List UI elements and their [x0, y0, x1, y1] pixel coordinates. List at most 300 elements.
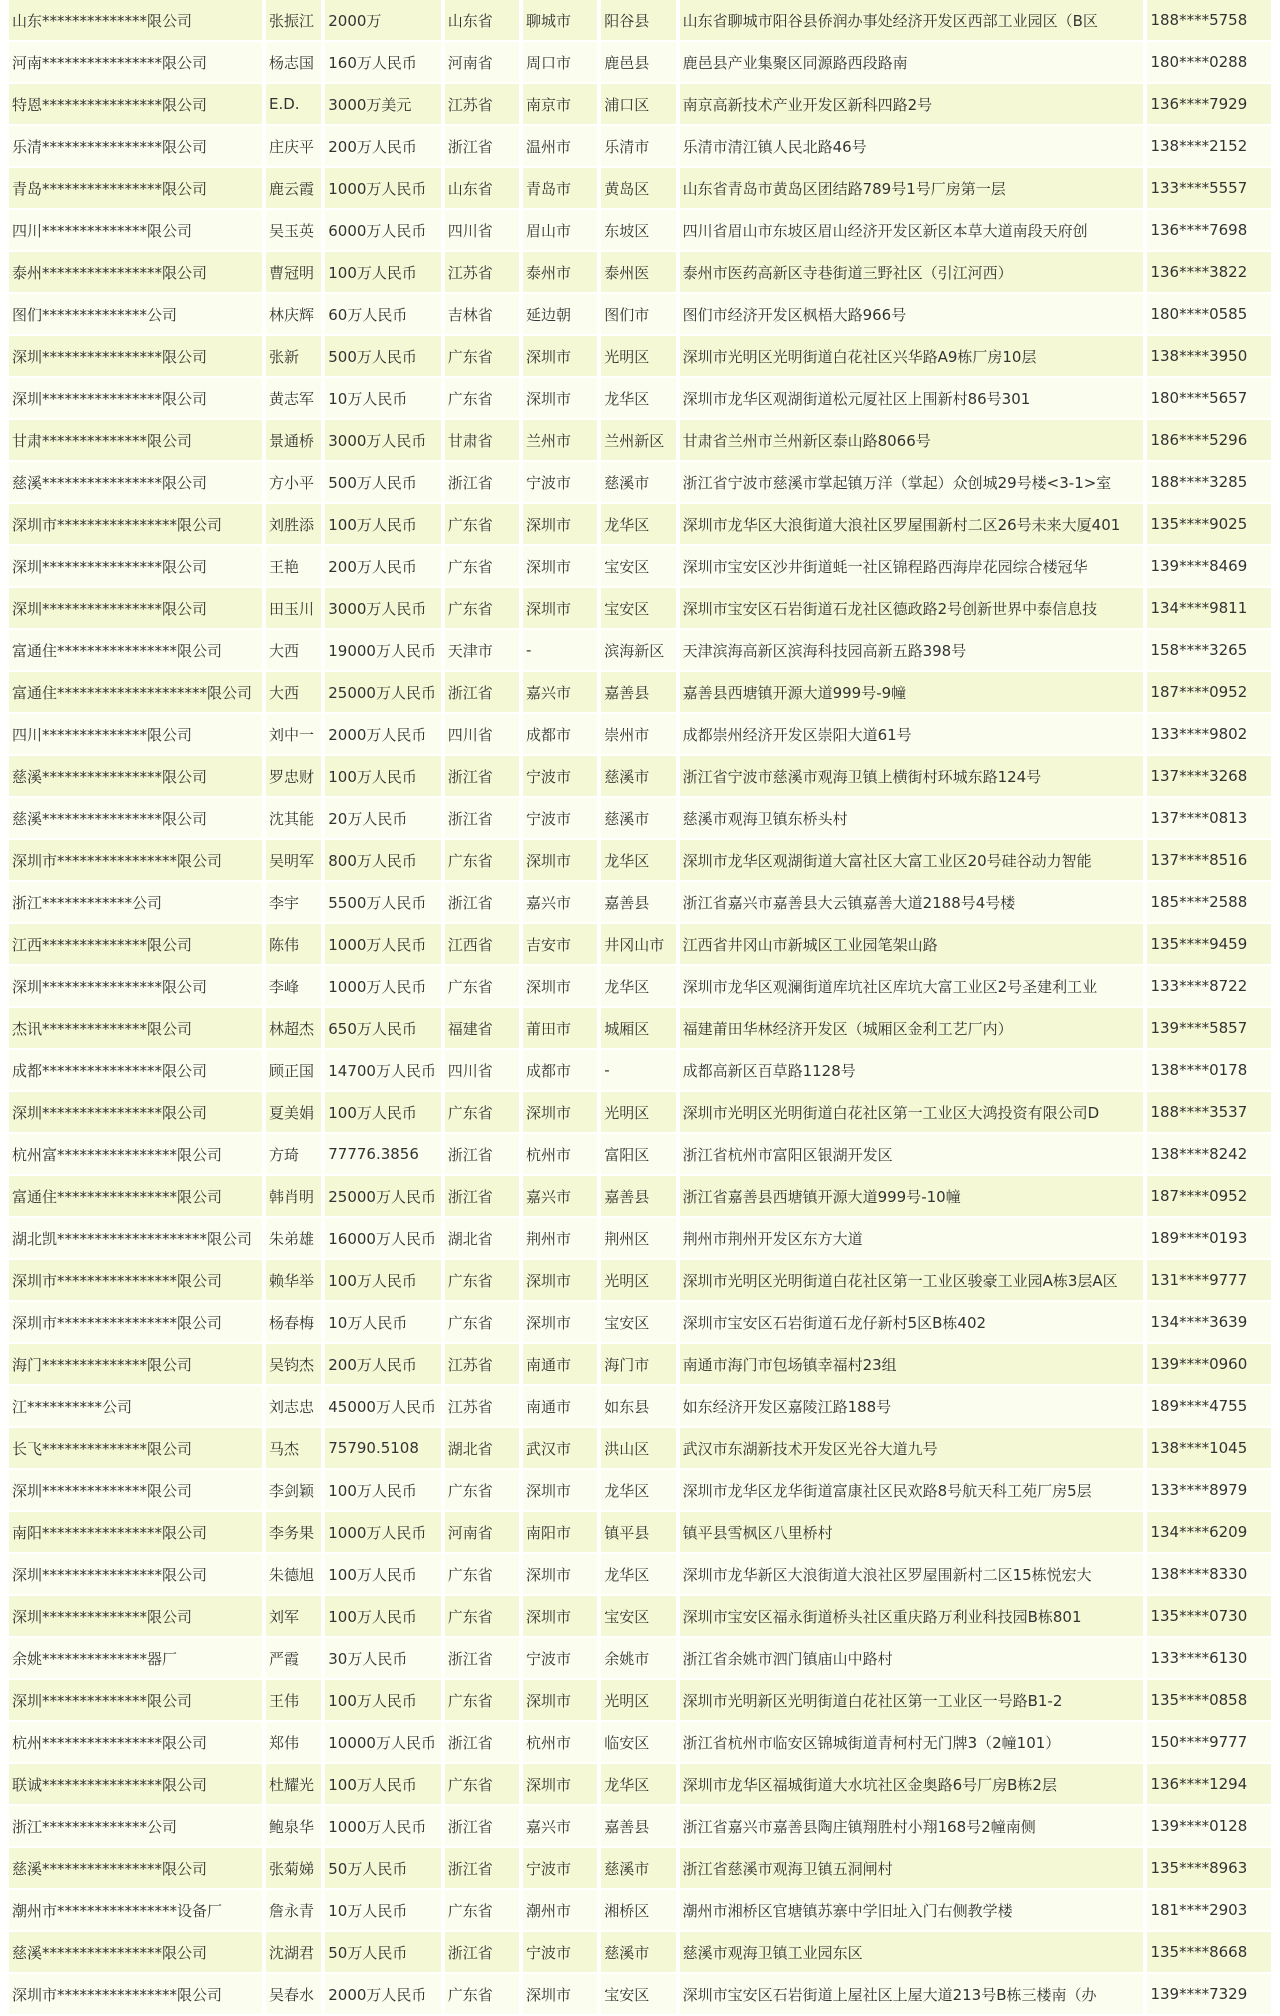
province-cell: 浙江省	[445, 756, 519, 798]
district-cell: 富阳区	[601, 1134, 675, 1176]
table-row	[9, 1176, 1271, 1218]
phone-cell: 188****3537	[1147, 1092, 1271, 1134]
company-cell: 河南****************限公司	[9, 42, 262, 84]
province-cell: 广东省	[445, 1764, 519, 1806]
city-cell: 深圳市	[523, 1470, 597, 1512]
city-cell: 聊城市	[523, 0, 597, 42]
company-cell: 深圳****************限公司	[9, 378, 262, 420]
address-cell: 浙江省余姚市泗门镇庙山中路村	[680, 1638, 1144, 1680]
table-row	[9, 378, 1271, 420]
company-cell: 深圳**************限公司	[9, 1470, 262, 1512]
table-row	[9, 1512, 1271, 1554]
district-cell: 龙华区	[601, 966, 675, 1008]
city-cell: 眉山市	[523, 210, 597, 252]
district-cell: 光明区	[601, 1680, 675, 1722]
person-cell: 朱弟雄	[266, 1218, 321, 1260]
capital-cell: 75790.5108	[325, 1428, 440, 1470]
city-cell: 周口市	[523, 42, 597, 84]
company-cell: 深圳****************限公司	[9, 588, 262, 630]
city-cell: 南通市	[523, 1386, 597, 1428]
address-cell: 浙江省宁波市慈溪市观海卫镇上横街村环城东路124号	[680, 756, 1144, 798]
table-row	[9, 1680, 1271, 1722]
phone-cell: 180****0288	[1147, 42, 1271, 84]
capital-cell: 6000万人民币	[325, 210, 440, 252]
person-cell: 沈湖君	[266, 1932, 321, 1974]
district-cell: 光明区	[601, 1260, 675, 1302]
company-cell: 慈溪****************限公司	[9, 1848, 262, 1890]
city-cell: -	[523, 630, 597, 672]
table-row	[9, 336, 1271, 378]
table-row	[9, 1092, 1271, 1134]
province-cell: 江苏省	[445, 1386, 519, 1428]
company-cell: 乐清****************限公司	[9, 126, 262, 168]
address-cell: 深圳市龙华新区大浪街道大浪社区罗屋围新村二区15栋悦宏大	[680, 1554, 1144, 1596]
table-row	[9, 966, 1271, 1008]
city-cell: 宁波市	[523, 1848, 597, 1890]
table-row	[9, 1344, 1271, 1386]
person-cell: 大西	[266, 630, 321, 672]
province-cell: 山东省	[445, 168, 519, 210]
phone-cell: 150****9777	[1147, 1722, 1271, 1764]
phone-cell: 137****8516	[1147, 840, 1271, 882]
phone-cell: 136****7929	[1147, 84, 1271, 126]
table-row	[9, 504, 1271, 546]
province-cell: 福建省	[445, 1008, 519, 1050]
company-cell: 四川**************限公司	[9, 210, 262, 252]
company-table-body	[9, 0, 1271, 2016]
address-cell: 深圳市宝安区福永街道桥头社区重庆路万利业科技园B栋801	[680, 1596, 1144, 1638]
city-cell: 南京市	[523, 84, 597, 126]
person-cell: 王伟	[266, 1680, 321, 1722]
company-cell: 泰州****************限公司	[9, 252, 262, 294]
company-cell: 深圳市****************限公司	[9, 504, 262, 546]
capital-cell: 19000万人民币	[325, 630, 440, 672]
province-cell: 广东省	[445, 546, 519, 588]
district-cell: 城厢区	[601, 1008, 675, 1050]
table-row	[9, 0, 1271, 42]
phone-cell: 188****3285	[1147, 462, 1271, 504]
district-cell: 兰州新区	[601, 420, 675, 462]
district-cell: 宝安区	[601, 588, 675, 630]
phone-cell: 134****6209	[1147, 1512, 1271, 1554]
table-row	[9, 630, 1271, 672]
province-cell: 浙江省	[445, 672, 519, 714]
city-cell: 荆州市	[523, 1218, 597, 1260]
company-cell: 深圳市****************限公司	[9, 1974, 262, 2016]
phone-cell: 131****9777	[1147, 1260, 1271, 1302]
district-cell: 宝安区	[601, 546, 675, 588]
table-row	[9, 462, 1271, 504]
province-cell: 广东省	[445, 588, 519, 630]
table-row	[9, 1890, 1271, 1932]
company-cell: 山东**************限公司	[9, 0, 262, 42]
city-cell: 深圳市	[523, 1764, 597, 1806]
district-cell: 海门市	[601, 1344, 675, 1386]
address-cell: 深圳市光明区光明街道白花社区兴华路A9栋厂房10层	[680, 336, 1144, 378]
district-cell: 宝安区	[601, 1974, 675, 2016]
district-cell: 慈溪市	[601, 756, 675, 798]
district-cell: 东坡区	[601, 210, 675, 252]
capital-cell: 100万人民币	[325, 1470, 440, 1512]
city-cell: 深圳市	[523, 546, 597, 588]
capital-cell: 100万人民币	[325, 1260, 440, 1302]
phone-cell: 135****0858	[1147, 1680, 1271, 1722]
province-cell: 浙江省	[445, 1932, 519, 1974]
province-cell: 广东省	[445, 378, 519, 420]
phone-cell: 139****0128	[1147, 1806, 1271, 1848]
province-cell: 浙江省	[445, 1176, 519, 1218]
province-cell: 广东省	[445, 1260, 519, 1302]
province-cell: 浙江省	[445, 1722, 519, 1764]
province-cell: 山东省	[445, 0, 519, 42]
company-cell: 南阳****************限公司	[9, 1512, 262, 1554]
table-row	[9, 1848, 1271, 1890]
person-cell: 鹿云霞	[266, 168, 321, 210]
capital-cell: 200万人民币	[325, 546, 440, 588]
person-cell: 吴明军	[266, 840, 321, 882]
capital-cell: 2000万人民币	[325, 714, 440, 756]
address-cell: 浙江省宁波市慈溪市掌起镇万洋（掌起）众创城29号楼<3-1>室	[680, 462, 1144, 504]
city-cell: 杭州市	[523, 1134, 597, 1176]
table-row	[9, 882, 1271, 924]
city-cell: 深圳市	[523, 504, 597, 546]
province-cell: 甘肃省	[445, 420, 519, 462]
person-cell: 严霞	[266, 1638, 321, 1680]
address-cell: 南京高新技术产业开发区新科四路2号	[680, 84, 1144, 126]
phone-cell: 189****4755	[1147, 1386, 1271, 1428]
company-cell: 深圳****************限公司	[9, 1092, 262, 1134]
phone-cell: 135****0730	[1147, 1596, 1271, 1638]
table-row	[9, 840, 1271, 882]
capital-cell: 2000万人民币	[325, 1974, 440, 2016]
address-cell: 泰州市医药高新区寺巷街道三野社区（引江河西）	[680, 252, 1144, 294]
person-cell: 方小平	[266, 462, 321, 504]
district-cell: 如东县	[601, 1386, 675, 1428]
table-row	[9, 210, 1271, 252]
address-cell: 深圳市龙华区观澜街道库坑社区库坑大富工业区2号圣建利工业	[680, 966, 1144, 1008]
city-cell: 泰州市	[523, 252, 597, 294]
company-cell: 深圳****************限公司	[9, 1554, 262, 1596]
district-cell: 嘉善县	[601, 672, 675, 714]
address-cell: 深圳市龙华区观湖街道松元厦社区上围新村86号301	[680, 378, 1144, 420]
province-cell: 浙江省	[445, 882, 519, 924]
table-row	[9, 84, 1271, 126]
capital-cell: 1000万人民币	[325, 1806, 440, 1848]
person-cell: 刘军	[266, 1596, 321, 1638]
phone-cell: 186****5296	[1147, 420, 1271, 462]
city-cell: 武汉市	[523, 1428, 597, 1470]
district-cell: 光明区	[601, 336, 675, 378]
phone-cell: 135****8963	[1147, 1848, 1271, 1890]
company-cell: 长飞**************限公司	[9, 1428, 262, 1470]
company-cell: 慈溪****************限公司	[9, 462, 262, 504]
capital-cell: 100万人民币	[325, 1092, 440, 1134]
address-cell: 天津滨海高新区滨海科技园高新五路398号	[680, 630, 1144, 672]
district-cell: 嘉善县	[601, 882, 675, 924]
company-cell: 四川**************限公司	[9, 714, 262, 756]
capital-cell: 160万人民币	[325, 42, 440, 84]
table-row	[9, 1722, 1271, 1764]
capital-cell: 200万人民币	[325, 1344, 440, 1386]
person-cell: 詹永青	[266, 1890, 321, 1932]
district-cell: 井冈山市	[601, 924, 675, 966]
company-cell: 特恩****************限公司	[9, 84, 262, 126]
city-cell: 深圳市	[523, 966, 597, 1008]
district-cell: 慈溪市	[601, 798, 675, 840]
address-cell: 深圳市宝安区沙井街道蚝一社区锦程路西海岸花园综合楼冠华	[680, 546, 1144, 588]
district-cell: 龙华区	[601, 1764, 675, 1806]
district-cell: 黄岛区	[601, 168, 675, 210]
province-cell: 浙江省	[445, 1134, 519, 1176]
phone-cell: 137****0813	[1147, 798, 1271, 840]
phone-cell: 135****9025	[1147, 504, 1271, 546]
city-cell: 吉安市	[523, 924, 597, 966]
phone-cell: 134****9811	[1147, 588, 1271, 630]
province-cell: 广东省	[445, 966, 519, 1008]
phone-cell: 158****3265	[1147, 630, 1271, 672]
company-cell: 湖北凯********************限公司	[9, 1218, 262, 1260]
table-row	[9, 798, 1271, 840]
company-cell: 成都****************限公司	[9, 1050, 262, 1092]
table-row	[9, 126, 1271, 168]
capital-cell: 100万人民币	[325, 1596, 440, 1638]
capital-cell: 1000万人民币	[325, 168, 440, 210]
company-table	[5, 0, 1275, 2016]
address-cell: 潮州市湘桥区官塘镇苏寨中学旧址入门右侧教学楼	[680, 1890, 1144, 1932]
city-cell: 嘉兴市	[523, 1176, 597, 1218]
district-cell: 宝安区	[601, 1596, 675, 1638]
district-cell: 龙华区	[601, 504, 675, 546]
table-row	[9, 420, 1271, 462]
table-row	[9, 1386, 1271, 1428]
district-cell: 龙华区	[601, 1554, 675, 1596]
district-cell: 余姚市	[601, 1638, 675, 1680]
phone-cell: 136****1294	[1147, 1764, 1271, 1806]
province-cell: 江苏省	[445, 1344, 519, 1386]
person-cell: 庄庆平	[266, 126, 321, 168]
capital-cell: 10万人民币	[325, 1890, 440, 1932]
address-cell: 浙江省嘉善县西塘镇开源大道999号-10幢	[680, 1176, 1144, 1218]
person-cell: 刘中一	[266, 714, 321, 756]
person-cell: 沈其能	[266, 798, 321, 840]
province-cell: 广东省	[445, 840, 519, 882]
province-cell: 广东省	[445, 1680, 519, 1722]
person-cell: 郑伟	[266, 1722, 321, 1764]
table-row	[9, 588, 1271, 630]
address-cell: 武汉市东湖新技术开发区光谷大道九号	[680, 1428, 1144, 1470]
address-cell: 浙江省杭州市富阳区银湖开发区	[680, 1134, 1144, 1176]
capital-cell: 1000万人民币	[325, 924, 440, 966]
city-cell: 嘉兴市	[523, 672, 597, 714]
person-cell: 大西	[266, 672, 321, 714]
person-cell: 刘志忠	[266, 1386, 321, 1428]
company-cell: 杭州富****************限公司	[9, 1134, 262, 1176]
person-cell: 吴钧杰	[266, 1344, 321, 1386]
phone-cell: 133****9802	[1147, 714, 1271, 756]
district-cell: 湘桥区	[601, 1890, 675, 1932]
person-cell: 朱德旭	[266, 1554, 321, 1596]
district-cell: 图们市	[601, 294, 675, 336]
capital-cell: 500万人民币	[325, 336, 440, 378]
company-cell: 富通住****************限公司	[9, 1176, 262, 1218]
address-cell: 深圳市龙华区观湖街道大富社区大富工业区20号硅谷动力智能	[680, 840, 1144, 882]
address-cell: 深圳市光明区光明街道白花社区第一工业区大鸿投资有限公司D	[680, 1092, 1144, 1134]
table-row	[9, 1428, 1271, 1470]
province-cell: 浙江省	[445, 462, 519, 504]
person-cell: 张振江	[266, 0, 321, 42]
person-cell: 林庆辉	[266, 294, 321, 336]
province-cell: 吉林省	[445, 294, 519, 336]
table-row	[9, 42, 1271, 84]
address-cell: 浙江省慈溪市观海卫镇五洞闸村	[680, 1848, 1144, 1890]
phone-cell: 136****7698	[1147, 210, 1271, 252]
table-row	[9, 1008, 1271, 1050]
person-cell: 田玉川	[266, 588, 321, 630]
capital-cell: 50万人民币	[325, 1848, 440, 1890]
table-row	[9, 714, 1271, 756]
table-row	[9, 252, 1271, 294]
province-cell: 浙江省	[445, 798, 519, 840]
phone-cell: 136****3822	[1147, 252, 1271, 294]
province-cell: 浙江省	[445, 1848, 519, 1890]
district-cell: 龙华区	[601, 840, 675, 882]
capital-cell: 1000万人民币	[325, 1512, 440, 1554]
person-cell: 曹冠明	[266, 252, 321, 294]
person-cell: 王艳	[266, 546, 321, 588]
address-cell: 江西省井冈山市新城区工业园笔架山路	[680, 924, 1144, 966]
phone-cell: 185****2588	[1147, 882, 1271, 924]
capital-cell: 16000万人民币	[325, 1218, 440, 1260]
phone-cell: 180****0585	[1147, 294, 1271, 336]
table-row	[9, 1260, 1271, 1302]
province-cell: 广东省	[445, 1092, 519, 1134]
district-cell: 鹿邑县	[601, 42, 675, 84]
address-cell: 镇平县雪枫区八里桥村	[680, 1512, 1144, 1554]
capital-cell: 5500万人民币	[325, 882, 440, 924]
company-cell: 青岛****************限公司	[9, 168, 262, 210]
district-cell: 滨海新区	[601, 630, 675, 672]
person-cell: 方琦	[266, 1134, 321, 1176]
city-cell: 潮州市	[523, 1890, 597, 1932]
capital-cell: 10万人民币	[325, 378, 440, 420]
phone-cell: 139****8469	[1147, 546, 1271, 588]
company-cell: 富通住****************限公司	[9, 630, 262, 672]
person-cell: 赖华举	[266, 1260, 321, 1302]
capital-cell: 25000万人民币	[325, 1176, 440, 1218]
person-cell: 杨志国	[266, 42, 321, 84]
table-row	[9, 672, 1271, 714]
city-cell: 宁波市	[523, 462, 597, 504]
district-cell: 宝安区	[601, 1302, 675, 1344]
city-cell: 宁波市	[523, 1638, 597, 1680]
capital-cell: 10万人民币	[325, 1302, 440, 1344]
person-cell: 张新	[266, 336, 321, 378]
city-cell: 兰州市	[523, 420, 597, 462]
table-row	[9, 1764, 1271, 1806]
person-cell: 吴玉英	[266, 210, 321, 252]
capital-cell: 3000万人民币	[325, 588, 440, 630]
province-cell: 四川省	[445, 1050, 519, 1092]
company-cell: 图们**************公司	[9, 294, 262, 336]
address-cell: 深圳市宝安区石岩街道石龙仔新村5区B栋402	[680, 1302, 1144, 1344]
capital-cell: 45000万人民币	[325, 1386, 440, 1428]
capital-cell: 100万人民币	[325, 252, 440, 294]
person-cell: 鲍泉华	[266, 1806, 321, 1848]
phone-cell: 187****0952	[1147, 672, 1271, 714]
province-cell: 天津市	[445, 630, 519, 672]
city-cell: 深圳市	[523, 378, 597, 420]
address-cell: 深圳市光明区光明街道白花社区第一工业区骏豪工业园A栋3层A区	[680, 1260, 1144, 1302]
city-cell: 温州市	[523, 126, 597, 168]
table-row	[9, 1134, 1271, 1176]
capital-cell: 3000万人民币	[325, 420, 440, 462]
capital-cell: 800万人民币	[325, 840, 440, 882]
province-cell: 江苏省	[445, 84, 519, 126]
phone-cell: 138****1045	[1147, 1428, 1271, 1470]
company-cell: 慈溪****************限公司	[9, 798, 262, 840]
province-cell: 江西省	[445, 924, 519, 966]
city-cell: 深圳市	[523, 1092, 597, 1134]
address-cell: 浙江省嘉兴市嘉善县陶庄镇翔胜村小翔168号2幢南侧	[680, 1806, 1144, 1848]
capital-cell: 100万人民币	[325, 756, 440, 798]
province-cell: 湖北省	[445, 1428, 519, 1470]
capital-cell: 100万人民币	[325, 504, 440, 546]
address-cell: 浙江省嘉兴市嘉善县大云镇嘉善大道2188号4号楼	[680, 882, 1144, 924]
province-cell: 浙江省	[445, 1638, 519, 1680]
province-cell: 湖北省	[445, 1218, 519, 1260]
company-cell: 海门**************限公司	[9, 1344, 262, 1386]
person-cell: 李峰	[266, 966, 321, 1008]
phone-cell: 188****5758	[1147, 0, 1271, 42]
capital-cell: 650万人民币	[325, 1008, 440, 1050]
capital-cell: 20万人民币	[325, 798, 440, 840]
person-cell: 景通桥	[266, 420, 321, 462]
province-cell: 浙江省	[445, 126, 519, 168]
phone-cell: 180****5657	[1147, 378, 1271, 420]
company-cell: 深圳****************限公司	[9, 336, 262, 378]
district-cell: 嘉善县	[601, 1176, 675, 1218]
address-cell: 深圳市龙华区大浪街道大浪社区罗屋围新村二区26号未来大厦401	[680, 504, 1144, 546]
table-row	[9, 1806, 1271, 1848]
phone-cell: 138****8330	[1147, 1554, 1271, 1596]
province-cell: 广东省	[445, 1974, 519, 2016]
company-cell: 慈溪****************限公司	[9, 756, 262, 798]
district-cell: 临安区	[601, 1722, 675, 1764]
district-cell: -	[601, 1050, 675, 1092]
table-row	[9, 1932, 1271, 1974]
district-cell: 龙华区	[601, 1470, 675, 1512]
person-cell: 马杰	[266, 1428, 321, 1470]
province-cell: 浙江省	[445, 1806, 519, 1848]
company-cell: 深圳市****************限公司	[9, 1302, 262, 1344]
city-cell: 南阳市	[523, 1512, 597, 1554]
company-cell: 深圳**************限公司	[9, 1596, 262, 1638]
person-cell: 李剑颖	[266, 1470, 321, 1512]
district-cell: 慈溪市	[601, 1848, 675, 1890]
phone-cell: 138****0178	[1147, 1050, 1271, 1092]
address-cell: 深圳市宝安区石岩街道上屋社区上屋大道213号B栋三楼南（办	[680, 1974, 1144, 2016]
phone-cell: 139****0960	[1147, 1344, 1271, 1386]
phone-cell: 187****0952	[1147, 1176, 1271, 1218]
province-cell: 四川省	[445, 714, 519, 756]
table-row	[9, 294, 1271, 336]
address-cell: 浙江省杭州市临安区锦城街道青柯村无门牌3（2幢101）	[680, 1722, 1144, 1764]
address-cell: 荆州市荆州开发区东方大道	[680, 1218, 1144, 1260]
company-cell: 杭州****************限公司	[9, 1722, 262, 1764]
city-cell: 莆田市	[523, 1008, 597, 1050]
province-cell: 广东省	[445, 1554, 519, 1596]
phone-cell: 139****7329	[1147, 1974, 1271, 2016]
